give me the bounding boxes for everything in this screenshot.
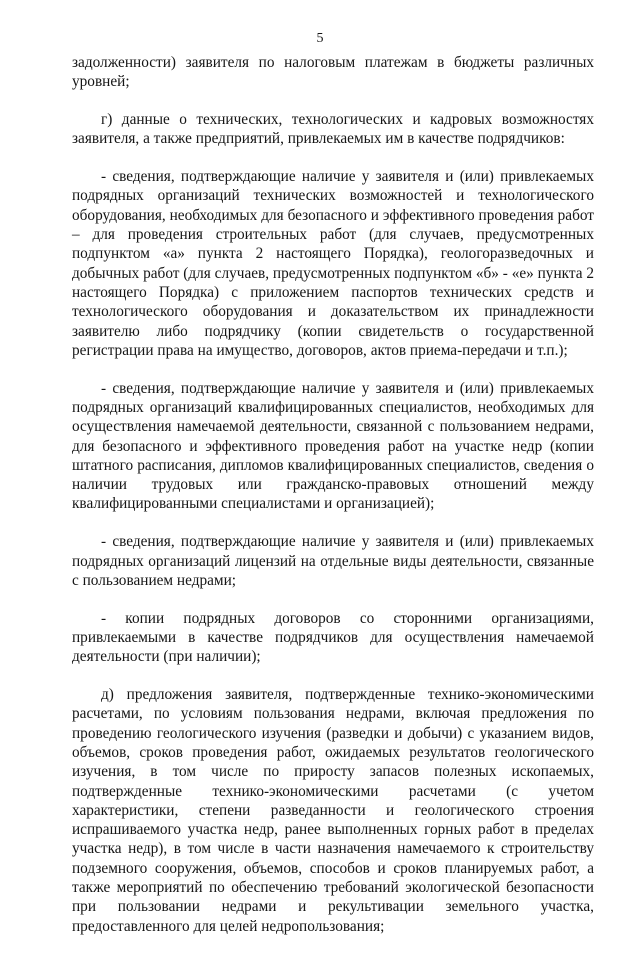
page-number: 5 [316, 31, 324, 46]
paragraph-tax-debt-continuation: задолженности) заявителя по налоговым платежам в бюджеты различных уровней; [72, 54, 594, 91]
paragraph-technical-equipment: - сведения, подтверждающие наличие у заявителя и (или) привлекаемых подрядных организаций технических возможностей и технологического оборудования, необходимых для безопасного и эффективного проведения работ – для проведения строительных работ (для случаев, предусмотренных подпунктом «а» пункта 2 настоящего Порядка), геологоразведочных и добычных работ (для случаев, предусмотренных подпунктом «б» - «е» пункта 2 настоящего Порядка) с приложением паспортов технических средств и технологического оборудования и доказательством их принадлежности заявителю либо подрядчику (копии свидетельств о государственной регистрации права на имущество, договоров, актов приема-передачи и т.п.); [72, 168, 594, 359]
paragraph-g-capabilities: г) данные о технических, технологических и кадровых возможностях заявителя, а также предприятий, привлекаемых им в качестве подрядчиков: [72, 111, 594, 148]
paragraph-qualified-specialists: - сведения, подтверждающие наличие у заявителя и (или) привлекаемых подрядных организаций квалифицированных специалистов, необходимых для осуществления намечаемой деятельности, связанной с пользованием недрами, для безопасного и эффективного проведения работ на участке недр (копии штатного расписания, дипломов квалифицированных специалистов, сведения о наличии трудовых или гражданско-правовых отношений между квалифицированными специалистами и организацией); [72, 379, 594, 513]
paragraph-subcontract-copies: - копии подрядных договоров со сторонними организациями, привлекаемыми в качестве подрядчиков для осуществления намечаемой деятельности (при наличии); [72, 609, 594, 666]
paragraph-d-proposals: д) предложения заявителя, подтвержденные технико-экономическими расчетами, по условиям пользования недрами, включая предложения по проведению геологического изучения (разведки и добычи) с указанием видов, объемов, сроков проведения работ, ожидаемых результатов геологического изучения, в том числе по приросту запасов полезных ископаемых, подтвержденные технико-экономическими расчетами (с учетом характеристики, степени разведанности и геологического строения испрашиваемого участка недр, ранее выполненных горных работ в пределах участка недр), в том числе в части назначения намечаемого к строительству подземного сооружения, объемов, способов и сроков планируемых работ, а также мероприятий по обеспечению требований экологической безопасности при пользовании недрами и рекультивации земельного участка, предоставленного для целей недропользования; [72, 686, 594, 935]
paragraph-licenses: - сведения, подтверждающие наличие у заявителя и (или) привлекаемых подрядных организаций лицензий на отдельные виды деятельности, связанные с пользованием недрами; [72, 533, 594, 589]
document-body [72, 53, 594, 954]
